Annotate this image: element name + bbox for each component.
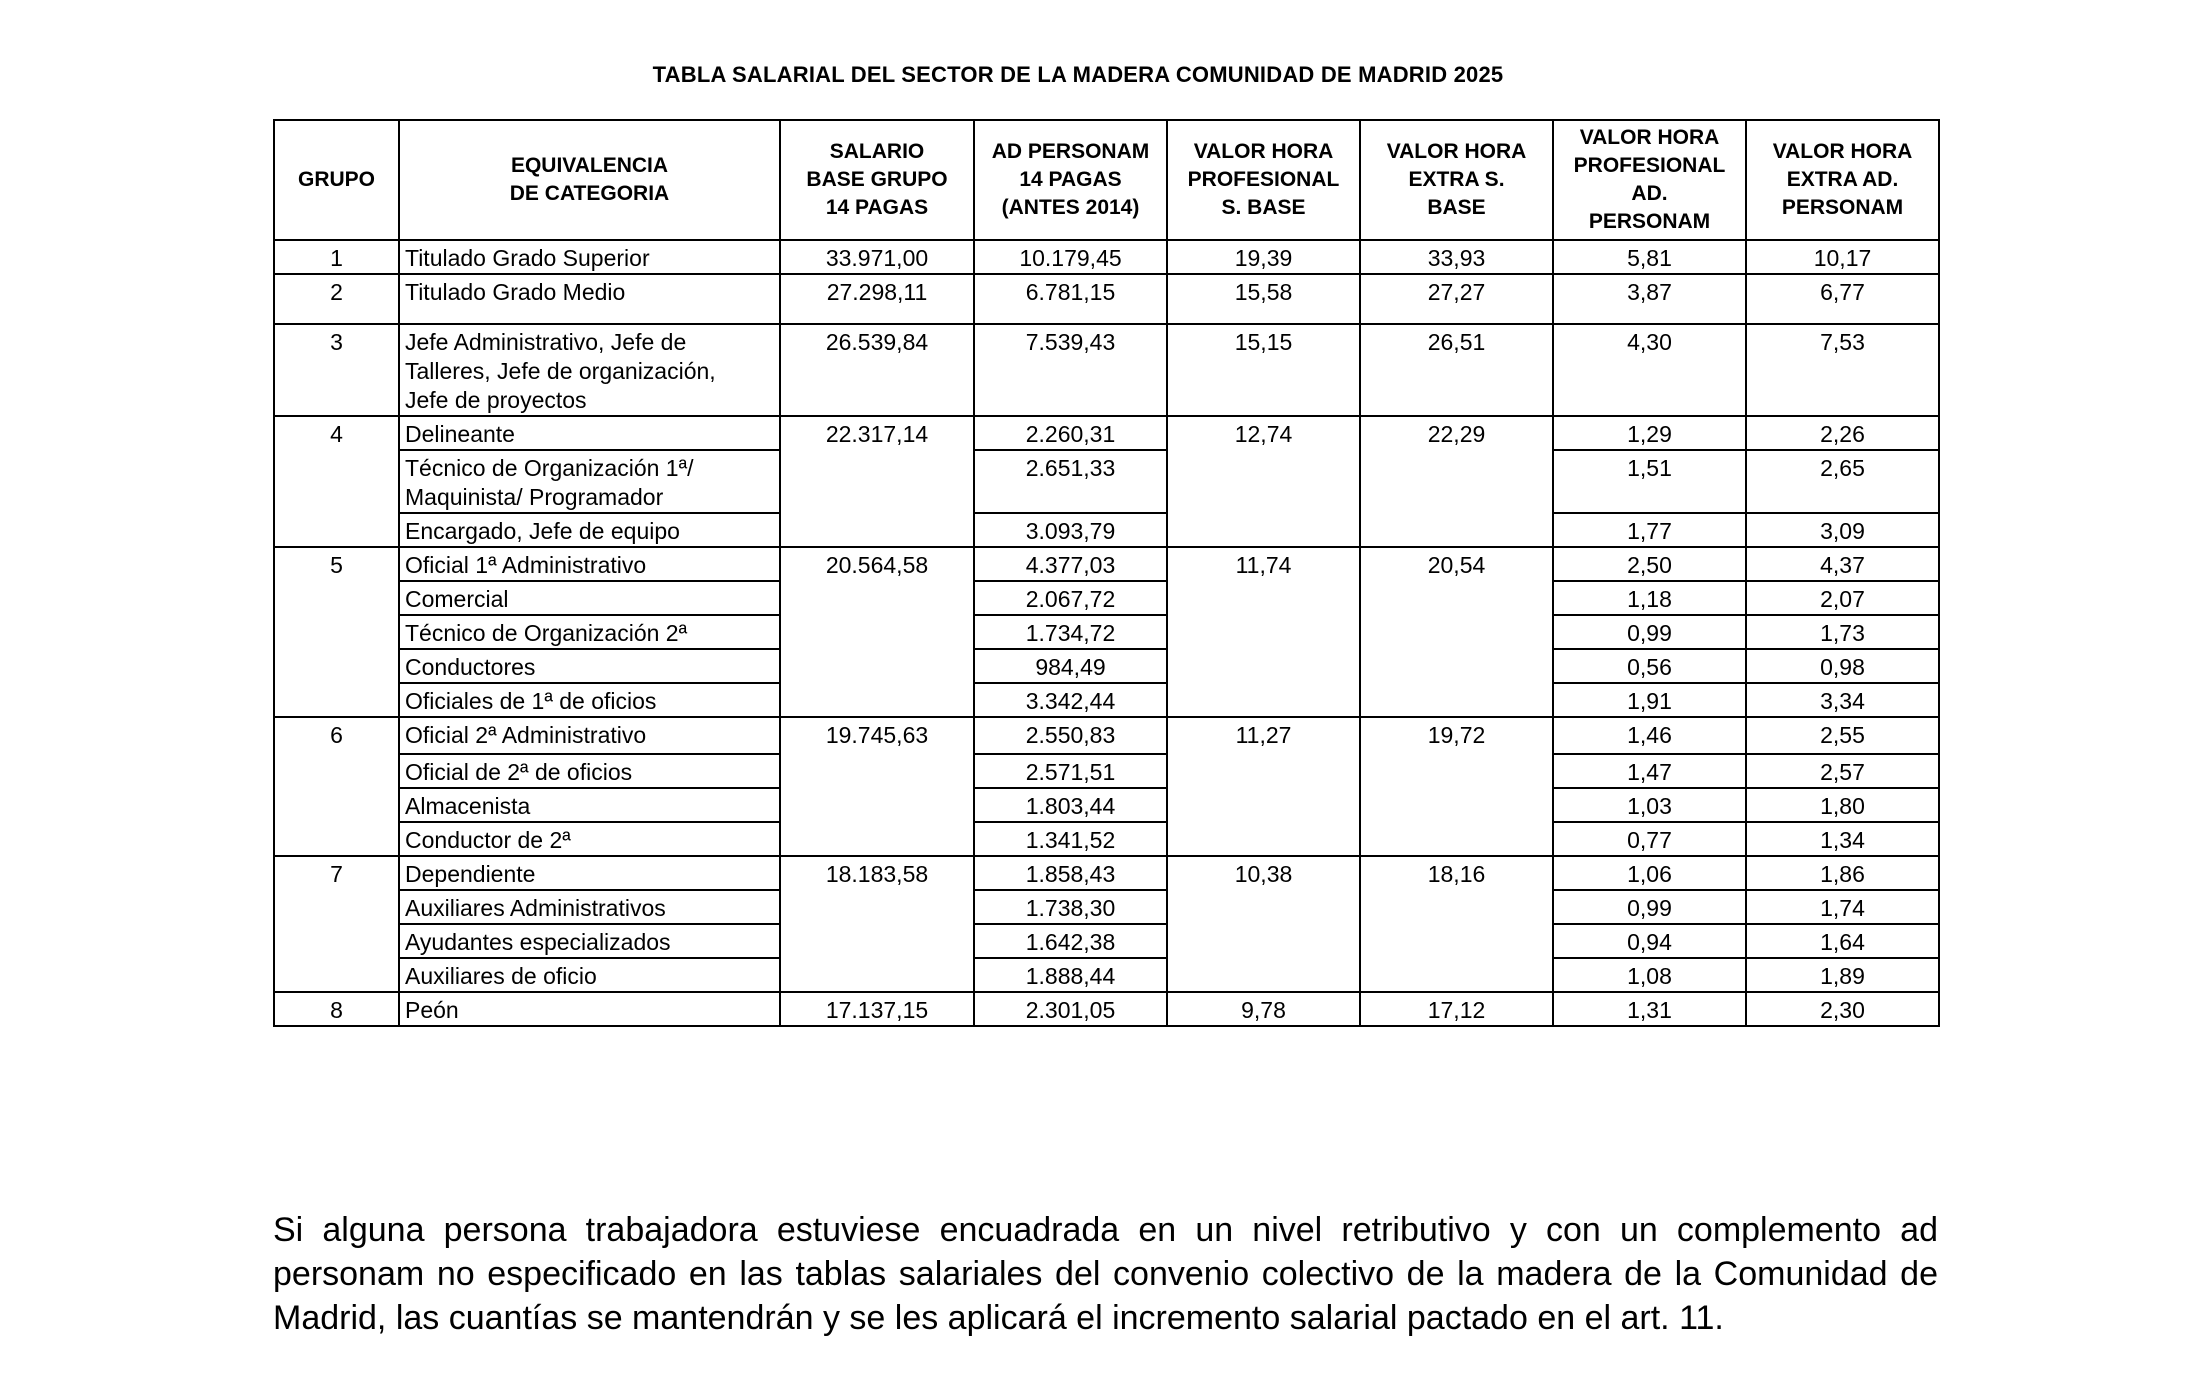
categoria-line: Titulado Grado Superior <box>405 245 650 271</box>
header-salario-base: SALARIO BASE GRUPO 14 PAGAS <box>780 120 974 240</box>
categoria-cell <box>399 416 780 450</box>
categoria-cell <box>399 717 780 754</box>
categoria-cell <box>399 992 780 1026</box>
table-body <box>274 240 1939 1026</box>
valor-hora-extra-cell: 26,51 <box>1360 324 1553 416</box>
salario-base-cell: 17.137,15 <box>780 992 974 1026</box>
ad-personam-cell: 10.179,45 <box>974 240 1167 274</box>
valor-hora-extra-adp-cell: 1,86 <box>1746 856 1939 890</box>
categoria-line: Almacenista <box>405 793 531 819</box>
valor-hora-extra-adp-cell: 2,65 <box>1746 450 1939 513</box>
table-row <box>274 924 1939 958</box>
valor-hora-profesional-cell: 19,39 <box>1167 240 1360 274</box>
salario-base-cell: 22.317,14 <box>780 416 974 547</box>
valor-hora-extra-cell: 20,54 <box>1360 547 1553 717</box>
valor-hora-profesional-adp-cell: 0,56 <box>1553 649 1746 683</box>
valor-hora-profesional-cell: 15,15 <box>1167 324 1360 416</box>
valor-hora-profesional-adp-cell: 0,99 <box>1553 890 1746 924</box>
categoria-cell <box>399 958 780 992</box>
categoria-line: Comercial <box>405 586 509 612</box>
valor-hora-extra-cell: 33,93 <box>1360 240 1553 274</box>
table-row <box>274 822 1939 856</box>
categoria-line: Oficiales de 1ª de oficios <box>405 688 657 714</box>
table-row <box>274 615 1939 649</box>
categoria-line: Oficial 2ª Administrativo <box>405 722 647 748</box>
valor-hora-extra-adp-cell: 0,98 <box>1746 649 1939 683</box>
valor-hora-profesional-adp-cell: 1,06 <box>1553 856 1746 890</box>
categoria-line: Conductor de 2ª <box>405 827 571 853</box>
salary-table <box>273 119 1940 1027</box>
categoria-line: Jefe de proyectos <box>405 387 587 413</box>
valor-hora-extra-adp-cell: 2,57 <box>1746 754 1939 788</box>
valor-hora-profesional-adp-cell: 0,77 <box>1553 822 1746 856</box>
valor-hora-extra-adp-cell: 1,74 <box>1746 890 1939 924</box>
table-row <box>274 240 1939 274</box>
valor-hora-profesional-adp-cell: 1,29 <box>1553 416 1746 450</box>
valor-hora-profesional-adp-cell: 1,51 <box>1553 450 1746 513</box>
ad-personam-cell: 2.571,51 <box>974 754 1167 788</box>
valor-hora-extra-adp-cell: 2,30 <box>1746 992 1939 1026</box>
categoria-cell <box>399 274 780 324</box>
valor-hora-extra-cell: 19,72 <box>1360 717 1553 856</box>
categoria-cell <box>399 683 780 717</box>
categoria-cell <box>399 649 780 683</box>
table-row <box>274 324 1939 416</box>
table-row <box>274 649 1939 683</box>
valor-hora-extra-cell: 27,27 <box>1360 274 1553 324</box>
valor-hora-profesional-cell: 15,58 <box>1167 274 1360 324</box>
valor-hora-profesional-adp-cell: 1,46 <box>1553 717 1746 754</box>
categoria-line: Oficial de 2ª de oficios <box>405 759 633 785</box>
valor-hora-extra-adp-cell: 1,80 <box>1746 788 1939 822</box>
ad-personam-cell: 1.734,72 <box>974 615 1167 649</box>
categoria-line: Maquinista/ Programador <box>405 484 664 510</box>
valor-hora-extra-adp-cell: 1,89 <box>1746 958 1939 992</box>
valor-hora-extra-adp-cell: 6,77 <box>1746 274 1939 324</box>
salario-base-cell: 33.971,00 <box>780 240 974 274</box>
categoria-line: Jefe Administrativo, Jefe de <box>405 329 687 355</box>
ad-personam-cell: 2.260,31 <box>974 416 1167 450</box>
valor-hora-extra-adp-cell: 3,09 <box>1746 513 1939 547</box>
table-row <box>274 754 1939 788</box>
ad-personam-cell: 1.803,44 <box>974 788 1167 822</box>
table-row <box>274 274 1939 324</box>
valor-hora-extra-adp-cell: 2,26 <box>1746 416 1939 450</box>
categoria-cell <box>399 924 780 958</box>
valor-hora-extra-adp-cell: 7,53 <box>1746 324 1939 416</box>
note-paragraph: Si alguna persona trabajadora estuviese encuadrada en un nivel retributivo y con un complemento ad personam no especificado en las tablas salariales del convenio colectivo de la madera de la Comunidad de Madrid, las cuantías se mantendrán y se les aplicará el incremento salarial pactado en el art. 11. <box>273 1211 1938 1337</box>
table-row <box>274 992 1939 1026</box>
ad-personam-cell: 6.781,15 <box>974 274 1167 324</box>
header-valor-hora-profesional: VALOR HORA PROFESIONAL S. BASE <box>1167 120 1360 240</box>
header-valor-hora-profesional-adp: VALOR HORA PROFESIONAL AD. PERSONAM <box>1553 120 1746 240</box>
valor-hora-extra-adp-cell: 2,07 <box>1746 581 1939 615</box>
grupo-cell: 5 <box>274 547 399 717</box>
table-row <box>274 890 1939 924</box>
categoria-line: Auxiliares de oficio <box>405 963 597 989</box>
categoria-cell <box>399 324 780 416</box>
valor-hora-profesional-adp-cell: 2,50 <box>1553 547 1746 581</box>
salario-base-cell: 26.539,84 <box>780 324 974 416</box>
table-row <box>274 788 1939 822</box>
valor-hora-extra-adp-cell: 2,55 <box>1746 717 1939 754</box>
header-grupo: GRUPO <box>274 120 399 240</box>
valor-hora-profesional-cell: 11,74 <box>1167 547 1360 717</box>
valor-hora-profesional-adp-cell: 4,30 <box>1553 324 1746 416</box>
valor-hora-extra-adp-cell: 1,73 <box>1746 615 1939 649</box>
ad-personam-cell: 3.093,79 <box>974 513 1167 547</box>
valor-hora-profesional-cell: 9,78 <box>1167 992 1360 1026</box>
valor-hora-profesional-adp-cell: 1,31 <box>1553 992 1746 1026</box>
valor-hora-extra-adp-cell: 4,37 <box>1746 547 1939 581</box>
valor-hora-profesional-adp-cell: 0,99 <box>1553 615 1746 649</box>
categoria-cell <box>399 581 780 615</box>
categoria-cell <box>399 513 780 547</box>
categoria-cell <box>399 788 780 822</box>
grupo-cell: 4 <box>274 416 399 547</box>
grupo-cell: 8 <box>274 992 399 1026</box>
categoria-cell <box>399 450 780 513</box>
categoria-cell <box>399 754 780 788</box>
categoria-line: Ayudantes especializados <box>405 929 671 955</box>
salario-base-cell: 20.564,58 <box>780 547 974 717</box>
valor-hora-profesional-adp-cell: 1,03 <box>1553 788 1746 822</box>
ad-personam-cell: 2.301,05 <box>974 992 1167 1026</box>
valor-hora-extra-adp-cell: 10,17 <box>1746 240 1939 274</box>
valor-hora-extra-cell: 17,12 <box>1360 992 1553 1026</box>
categoria-cell <box>399 890 780 924</box>
categoria-line: Conductores <box>405 654 536 680</box>
salario-base-cell: 19.745,63 <box>780 717 974 856</box>
valor-hora-profesional-adp-cell: 1,08 <box>1553 958 1746 992</box>
valor-hora-profesional-adp-cell: 5,81 <box>1553 240 1746 274</box>
categoria-cell <box>399 547 780 581</box>
table-row <box>274 450 1939 513</box>
valor-hora-extra-cell: 18,16 <box>1360 856 1553 992</box>
ad-personam-cell: 2.067,72 <box>974 581 1167 615</box>
table-row <box>274 513 1939 547</box>
ad-personam-cell: 1.642,38 <box>974 924 1167 958</box>
salario-base-cell: 18.183,58 <box>780 856 974 992</box>
valor-hora-extra-adp-cell: 1,34 <box>1746 822 1939 856</box>
table-row <box>274 717 1939 754</box>
categoria-line: Dependiente <box>405 861 536 887</box>
table-row <box>274 416 1939 450</box>
ad-personam-cell: 1.738,30 <box>974 890 1167 924</box>
valor-hora-profesional-adp-cell: 1,47 <box>1553 754 1746 788</box>
ad-personam-cell: 1.858,43 <box>974 856 1167 890</box>
categoria-line: Técnico de Organización 1ª/ <box>405 455 694 481</box>
header-row <box>274 120 1939 240</box>
grupo-cell: 1 <box>274 240 399 274</box>
table-row <box>274 581 1939 615</box>
categoria-cell <box>399 822 780 856</box>
grupo-cell: 2 <box>274 274 399 324</box>
table-row <box>274 683 1939 717</box>
valor-hora-extra-cell: 22,29 <box>1360 416 1553 547</box>
categoria-cell <box>399 856 780 890</box>
valor-hora-profesional-cell: 11,27 <box>1167 717 1360 856</box>
table-title: TABLA SALARIAL DEL SECTOR DE LA MADERA COMUNIDAD DE MADRID 2025 <box>652 62 1504 87</box>
categoria-line: Técnico de Organización 2ª <box>405 620 688 646</box>
valor-hora-extra-adp-cell: 1,64 <box>1746 924 1939 958</box>
grupo-cell: 6 <box>274 717 399 856</box>
categoria-cell <box>399 240 780 274</box>
table-row <box>274 856 1939 890</box>
valor-hora-profesional-adp-cell: 0,94 <box>1553 924 1746 958</box>
grupo-cell: 7 <box>274 856 399 992</box>
categoria-line: Titulado Grado Medio <box>405 279 626 305</box>
categoria-line: Peón <box>405 997 459 1023</box>
header-categoria: EQUIVALENCIA DE CATEGORIA <box>399 120 780 240</box>
valor-hora-profesional-adp-cell: 1,91 <box>1553 683 1746 717</box>
table-row <box>274 958 1939 992</box>
ad-personam-cell: 4.377,03 <box>974 547 1167 581</box>
ad-personam-cell: 3.342,44 <box>974 683 1167 717</box>
header-ad-personam: AD PERSONAM 14 PAGAS (ANTES 2014) <box>974 120 1167 240</box>
categoria-line: Talleres, Jefe de organización, <box>405 358 716 384</box>
valor-hora-profesional-cell: 12,74 <box>1167 416 1360 547</box>
valor-hora-profesional-adp-cell: 1,77 <box>1553 513 1746 547</box>
ad-personam-cell: 1.341,52 <box>974 822 1167 856</box>
categoria-line: Delineante <box>405 421 515 447</box>
categoria-cell <box>399 615 780 649</box>
header-valor-hora-extra: VALOR HORA EXTRA S. BASE <box>1360 120 1553 240</box>
categoria-line: Oficial 1ª Administrativo <box>405 552 647 578</box>
valor-hora-profesional-adp-cell: 3,87 <box>1553 274 1746 324</box>
ad-personam-cell: 984,49 <box>974 649 1167 683</box>
ad-personam-cell: 2.550,83 <box>974 717 1167 754</box>
categoria-line: Encargado, Jefe de equipo <box>405 518 680 544</box>
table-row <box>274 547 1939 581</box>
categoria-line: Auxiliares Administrativos <box>405 895 666 921</box>
salario-base-cell: 27.298,11 <box>780 274 974 324</box>
ad-personam-cell: 1.888,44 <box>974 958 1167 992</box>
ad-personam-cell: 7.539,43 <box>974 324 1167 416</box>
ad-personam-cell: 2.651,33 <box>974 450 1167 513</box>
grupo-cell: 3 <box>274 324 399 416</box>
valor-hora-profesional-adp-cell: 1,18 <box>1553 581 1746 615</box>
header-valor-hora-extra-adp: VALOR HORA EXTRA AD. PERSONAM <box>1746 120 1939 240</box>
valor-hora-profesional-cell: 10,38 <box>1167 856 1360 992</box>
valor-hora-extra-adp-cell: 3,34 <box>1746 683 1939 717</box>
